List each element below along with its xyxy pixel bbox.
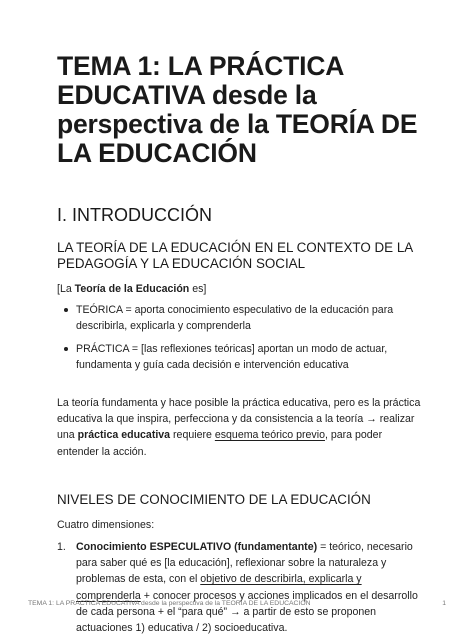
- list-item-text: + conocer procesos y acciones implicados en el desarrollo de cada persona + el “para qué” → a partir de esto se proponen actuaciones 1) educativa / 2) socioeducativa.: [76, 589, 418, 635]
- paragraph-underlined-text: esquema teórico previo: [214, 429, 325, 442]
- footer-title: TEMA 1: LA PRÁCTICA EDUCATIVA desde la perspectiva de la TEORÍA DE LA EDUCACIÓN: [28, 600, 311, 607]
- theory-bullet-list: [57, 302, 421, 373]
- bracket-bold-text: Teoría de la Educación: [74, 283, 190, 295]
- section-heading: I. INTRODUCCIÓN: [57, 205, 212, 225]
- bracket-close-text: es]: [189, 283, 207, 295]
- theory-intro-line: [57, 281, 421, 297]
- document-page: [57, 52, 421, 636]
- list-item: TEÓRICA = aporta conocimiento especulativo de la educación para describirla, explicarla y comprenderla: [76, 302, 421, 334]
- theory-practice-paragraph: [57, 395, 421, 460]
- dimensions-intro: Cuatro dimensiones:: [57, 518, 155, 531]
- list-item-bold-text: Conocimiento ESPECULATIVO (fundamentante): [76, 541, 318, 554]
- page-footer: [28, 600, 446, 607]
- paragraph-text: , para poder entender la acción.: [57, 429, 383, 458]
- subheading-knowledge-levels: NIVELES DE CONOCIMIENTO DE LA EDUCACIÓN: [57, 491, 371, 507]
- list-item: PRÁCTICA = [las reflexiones teóricas] aportan un modo de actuar, fundamenta y guía cada decisión e intervención educativa: [76, 341, 421, 373]
- page-number: 1: [442, 600, 446, 607]
- paragraph-bold-text: práctica educativa: [77, 429, 171, 442]
- list-item-underlined-text: objetivo de describirla, explicarla y comprenderla: [76, 573, 362, 602]
- bracket-open-text: [La: [57, 283, 75, 295]
- subheading-theory-context: LA TEORÍA DE LA EDUCACIÓN EN EL CONTEXTO DE LA PEDAGOGÍA Y LA EDUCACIÓN SOCIAL: [57, 240, 413, 271]
- paragraph-text: La teoría fundamenta y hace posible la práctica educativa, pero es la práctica educativa la que inspira, perfecciona y da consistencia a la teoría → realizar una: [57, 397, 421, 442]
- list-item: [57, 539, 421, 636]
- knowledge-levels-list: [57, 539, 421, 636]
- document-title: TEMA 1: LA PRÁCTICA EDUCATIVA desde la perspectiva de la TEORÍA DE LA EDUCACIÓN: [57, 51, 418, 168]
- list-item-number: 1.: [57, 541, 66, 554]
- paragraph-text: requiere: [170, 429, 215, 442]
- list-item-text: = teórico, necesario para saber qué es [la educación], reflexionar sobre la naturaleza y problemas de esta, con el: [76, 541, 413, 586]
